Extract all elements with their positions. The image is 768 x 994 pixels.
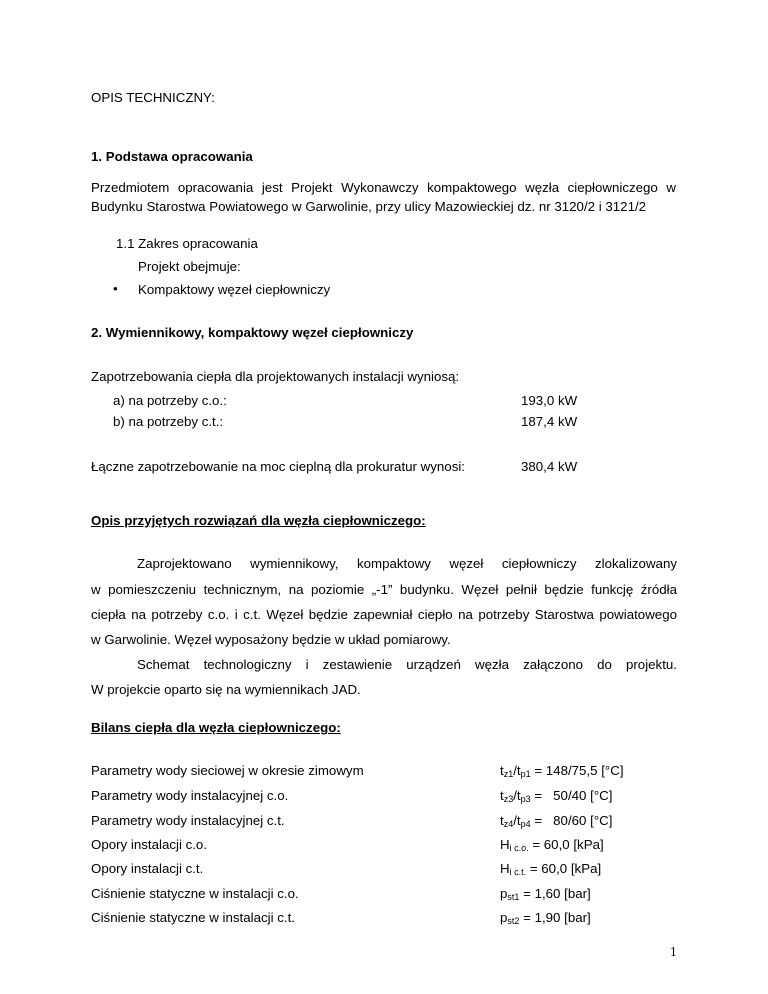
section-2-intro: Zapotrzebowania ciepła dla projektowanych instalacji wyniosą: [91, 369, 460, 384]
solutions-heading: Opis przyjętych rozwiązań dla węzła ciepłowniczego: [91, 513, 426, 528]
subsection-1-1-heading: 1.1 Zakres opracowania [116, 236, 258, 251]
section-2-heading: 2. Wymiennikowy, kompaktowy węzeł ciepłowniczy [91, 325, 414, 340]
balance-row-label: Parametry wody instalacyjnej c.o. [91, 788, 289, 803]
solutions-line-4: w Garwolinie. Węzeł wyposażony będzie w układ pomiarowy. [91, 632, 451, 647]
solutions-line-6: W projekcie oparto się na wymiennikach JAD. [91, 682, 361, 697]
balance-heading: Bilans ciepła dla węzła ciepłowniczego: [91, 720, 341, 735]
balance-row-label: Parametry wody instalacyjnej c.t. [91, 813, 285, 828]
page-number: 1 [670, 944, 677, 959]
balance-row-value: $t_{z3}/t_{p3} = 50/40$ [°C] [500, 788, 613, 804]
section-1-heading: 1. Podstawa opracowania [91, 149, 253, 164]
solutions-line-5: Schemat technologiczny i zestawienie urządzeń węzła załączono do projektu. [137, 657, 677, 672]
balance-row-label: Opory instalacji c.t. [91, 861, 204, 876]
total-demand-value: 380,4 kW [521, 459, 578, 474]
solutions-line-2: w pomieszczeniu technicznym, na poziomie „-1” budynku. Węzeł pełnił będzie funkcję źródła [91, 582, 677, 597]
demand-co-value: 193,0 kW [521, 393, 578, 408]
bullet-icon: • [113, 281, 118, 296]
balance-row-value: $t_{z1}/t_{p1} = 148/75,5$ [°C] [500, 763, 624, 779]
section-1-paragraph-line-1: Przedmiotem opracowania jest Projekt Wykonawczy kompaktowego węzła ciepłowniczego w [91, 180, 676, 195]
balance-row-value: $t_{z4}/t_{p4} = 80/60$ [°C] [500, 813, 613, 829]
balance-row-label: Opory instalacji c.o. [91, 837, 208, 852]
solutions-line-3: ciepła na potrzeby c.o. i c.t. Węzeł będzie zapewniał ciepło na potrzeby Starostwa powiatowego [91, 607, 677, 622]
balance-row-label: Parametry wody sieciowej w okresie zimowym [91, 763, 364, 778]
subsection-1-1-text: Projekt obejmuje: [138, 259, 241, 274]
page-title: OPIS TECHNICZNY: [91, 90, 215, 105]
solutions-line-1: Zaprojektowano wymiennikowy, kompaktowy węzeł ciepłowniczy zlokalizowany [137, 556, 677, 571]
section-1-paragraph-line-2: Budynku Starostwa Powiatowego w Garwolinie, przy ulicy Mazowieckiej dz. nr 3120/2 i 3121/2 [91, 199, 647, 214]
bullet-item: Kompaktowy węzeł ciepłowniczy [138, 282, 331, 297]
total-demand-label: Łączne zapotrzebowanie na moc cieplną dla prokuratur wynosi: [91, 459, 466, 474]
demand-ct-value: 187,4 kW [521, 414, 578, 429]
balance-row-value: $p_{st2} = 1,90$ [bar] [500, 910, 591, 926]
demand-ct-label: b) na potrzeby c.t.: [113, 414, 224, 429]
balance-row-value: $H_{i c.t.} = 60,0$ [kPa] [500, 861, 602, 877]
balance-row-value: $H_{i c.o.} = 60,0$ [kPa] [500, 837, 604, 853]
demand-co-label: a) na potrzeby c.o.: [113, 393, 227, 408]
balance-row-value: $p_{st1} = 1,60$ [bar] [500, 886, 591, 902]
balance-row-label: Ciśnienie statyczne w instalacji c.o. [91, 886, 299, 901]
balance-row-label: Ciśnienie statyczne w instalacji c.t. [91, 910, 295, 925]
